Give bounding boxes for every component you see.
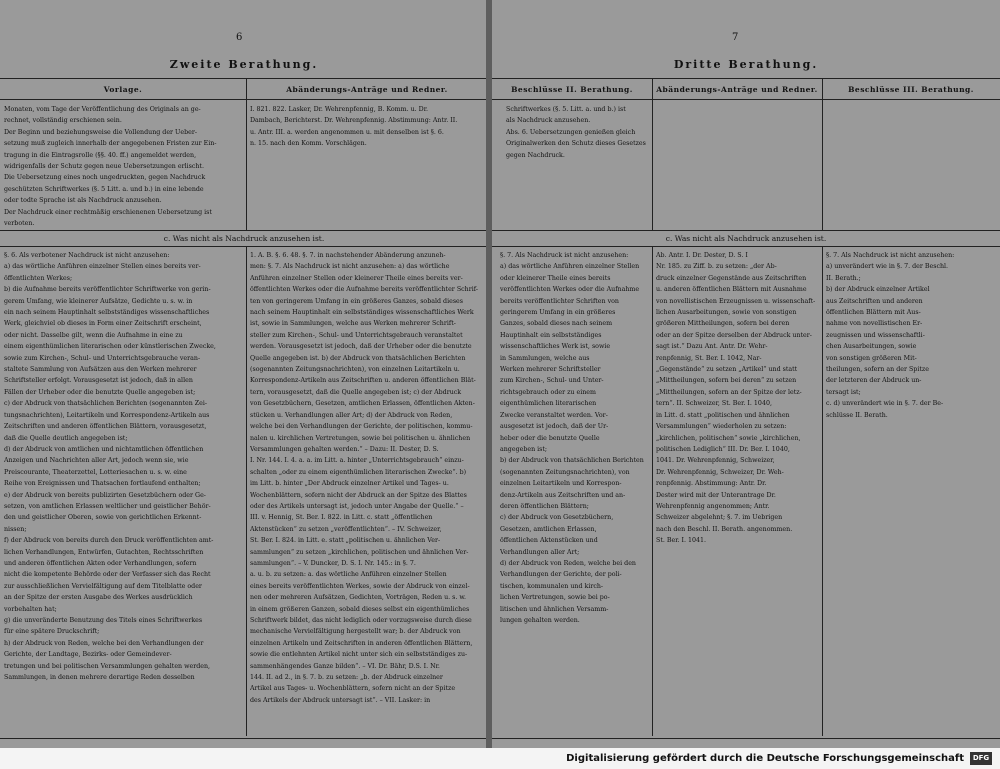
- beschluss-2-text-bottom: §. 7. Als Nachdruck ist nicht anzusehen: a) das wörtliche Anführen einzelner Stellen oder kleinerer Theile eines bereits veröffentlichten Werkes oder die Aufnahme bereits veröffentlichter Schriften von geringerem Umfang in ein größeres Ganzes, sobald dieses nach seinem Hauptinhalt ein selbstständiges wissenschaftliches Werk ist, sowie in Sammlungen, welche aus Werken mehrerer Schriftsteller zum Kirchen-, Schul- und Unter- richtsgebrauch oder zu einem eigenthümlichen literarischen Zwecke veranstaltet werden. Vor- ausgesetzt ist jedoch, daß der Ur- heber oder die benutzte Quelle angegeben ist; b) der Abdruck von thatsächlichen Berichten (sogenannten Zeitungsnachrichten), von einzelnen Leitartikeln und Korrespon- denz-Artikeln aus Zeitschriften und an- deren öffentlichen Blättern; c) der Abdruck von Gesetzbüchern, Gesetzen, amtlichen Erlassen, öffentlichen Aktenstücken und Verhandlungen aller Art; d) der Abdruck von Reden, welche bei den Verhandlungen der Gerichte, der poli- tischen, kommunalen und kirch- lichen Vertretungen, sowie bei po- litischen und ähnlichen Versamm- lungen gehalten werden.: [500, 252, 644, 624]
- divider: [0, 78, 488, 79]
- divider: [0, 99, 488, 100]
- beschluss-3-text-bottom: §. 7. Als Nachdruck ist nicht anzusehen: a) unverändert wie in §. 7. der Beschl. II. Berath.; b) der Abdruck einzelner Artikel aus Zeitschriften und anderen öffentlichen Blättern mit Aus- nahme von novellistischen Er- zeugnissen und wissenschaftli- chen Ausarbeitungen, sowie von sonstigen größeren Mit- theilungen, sofern an der Spitze der letzteren der Abdruck un- tersagt ist; c. d) unverändert wie in §. 7. der Be- schlüsse II. Berath.: [826, 252, 955, 419]
- left-page: [0, 0, 488, 748]
- right-page: [492, 0, 1000, 748]
- column-header-beschluss-3: Beschlüsse III. Berathung.: [848, 85, 974, 94]
- section-heading: c. Was nicht als Nachdruck anzusehen ist.: [665, 234, 827, 243]
- column-rule: [822, 246, 823, 736]
- abaenderung-text-bottom: Ab. Antr. I. Dr. Dester, D. S. I Nr. 185. zu Ziff. b. zu setzen: „der Ab- druck einzelner Gegenstände aus Zeitschriften u. anderen öffentlichen Blättern mit Ausnahme von novellistischen Erzeugnissen u. wissenschaft- lichen Ausarbeitungen, sowie von sonstigen größeren Mittheilungen, sofern bei deren oder an der Spitze derselben der Abdruck unter- sagt ist.“ Dazu Ant. Antr. Dr. Wehr- renpfennig, St. Ber. I. 1042, Nar- „Gegenstände“ zu setzen „Artikel“ und statt „Mittheilungen, sofern bei deren“ zu setzen „Mittheilungen, sofern an der Spitze der letz- tern“. II. Schweizer, St. Ber. I. 1040, in Litt. d. statt „politischen und ähnlichen Versammlungen“ wiederholen zu setzen: „kirchlichen, politischen“ sowie „kirchlichen, politischen Lediglich“ III. Dr. Ber. I. 1040, 1041. Dr. Wehrenpfennig, Schweizer, Dr. Wehrenpfennig, Schweizer, Dr. Weh- renpfennig. Abstimmung: Antr. Dr. Dester wird mit der Unterantrage Dr. Wehrenpfennig angenommen; Antr. Schweizer abgelehnt; §. 7. im Uebrigen nach den Beschl. II. Berath. angenommen. St. Ber. I. 1041.: [656, 252, 816, 545]
- page-number: 7: [732, 32, 739, 43]
- column-header-beschluss-2: Beschlüsse II. Berathung.: [511, 85, 633, 94]
- funding-notice: Digitalisierung gefördert durch die Deutsche Forschungsgemeinschaft: [566, 753, 964, 764]
- page-heading: Dritte Berathung.: [673, 58, 819, 71]
- column-rule: [246, 78, 247, 230]
- column-rule: [246, 246, 247, 736]
- divider: [492, 78, 1000, 79]
- abaenderung-text-bottom: 1. A. B. §. 6. 48. §. 7. in nachstehender Abänderung anzuneh- men: §. 7. Als Nachdruck ist nicht anzusehen: a) das wörtliche Anführen einzelner Stellen oder kleinerer Theile eines bereits ver- öffentlichten Werkes oder die Aufnahme bereits veröffentlichter Schrif- ten von geringerem Umfang in ein größeres Ganzes, sobald dieses nach seinem Hauptinhalt ein selbstständiges wissenschaftliches Werk ist, sowie in Sammlungen, welche aus Werken mehrerer Schrift- steller zum Kirchen-, Schul- und Unterrichtsgebrauch veranstaltet werden. Vorausgesetzt ist jedoch, daß der Urheber oder die benutzte Quelle angegeben ist. b) der Abdruck von thatsächlichen Berichten (sogenannten Zeitungsnachrichten), von einzelnen Leitartikeln u. Korrespondenz-Artikeln aus Zeitschriften u. anderen öffentlichen Blät- tern, vorausgesetzt, daß die Quelle angegeben ist; c) der Abdruck von Gesetzbüchern, Gesetzen, amtlichen Erlassen, öffentlichen Akten- stücken u. Verhandlungen aller Art; d) der Abdruck von Reden, welche bei den Verhandlungen der Gerichte, der politischen, kommu- nalen u. kirchlichen Vertretungen, sowie bei politischen u. ähnlichen Versammlungen gehalten werden.“ – Dazu: II. Dester, D. S. I. Nr. 144. I. 4. a. a. im Litt. a. hinter „Unterrichtsgebrauch“ einzu- schalten „oder zu einem eigenthümlichen literarischen Zwecke“. b) im Litt. b. hinter „Der Abdruck einzelner Artikel und Tages- u. Wochenblättern, sofern nicht der Abdruck an der Spitze des Blattes oder des Artikels untersagt ist, jedoch unter Angabe der Quelle.“ – III. v. Hennig, St. Ber. I. 822. in Litt. c. statt „öffentlichen Aktenstücken“ zu setzen „veröffentlichten“. – IV. Schweizer, St. Ber. I. 824. in Litt. e. statt „politischen u. ähnlichen Ver- sammlungen“ zu setzen „kirchlichen, politischen und ähnlichen Ver- sammlungen“. – V. Duncker, D. S. I. Nr. 145.: in §. 7. a. u. b. zu setzen: a. das wörtliche Anführen einzelner Stellen eines bereits veröffentlichten Werkes, sowie der Abdruck von einzel- nen oder mehreren Aufsätzen, Gedichten, Vorträgen, Reden u. s. w. in einem größeren Ganzen, sobald dieses selbst ein eigenthümliches Schriftwerk bildet, das nicht lediglich oder vorzugsweise durch diese mechanische Vervielfältigung hergestellt war; b. der Abdruck von einzelnen Artikeln und Zeitschriften in anderen öffentlichen Blättern, sowie die entlehnten Artikel nicht unter sich ein selbstständiges zu- sammenhängendes Ganze bilden“. – VI. Dr. Bähr, D.S. I. Nr. 144. II. ad 2., in §. 7. b. zu setzen: „b. der Abdruck einzelner Artikel aus Tages- u. Wochenblättern, sofern nicht an der Spitze des Artikels der Abdruck untersagt ist“. – VII. Lasker: in: [250, 252, 478, 704]
- abaenderung-text-top: I. 821. 822. Lasker, Dr. Wehrenpfennig, B. Komm. u. Dr. Dambach, Berichterst. Dr. Wehrenpfennig. Abstimmung: Antr. II. u. Antr. III. a. werden angenommen u. mit denselben ist §. 6. n. 15. nach den Komm. Vorschlägen.: [250, 106, 458, 148]
- divider: [492, 738, 1000, 739]
- divider: [0, 738, 488, 739]
- page-heading: Zweite Berathung.: [169, 58, 319, 71]
- footer-bar: [0, 748, 1000, 769]
- divider: [0, 230, 488, 231]
- divider: [492, 230, 1000, 231]
- column-rule: [822, 78, 823, 230]
- divider: [492, 246, 1000, 247]
- beschluss-2-text-top: Schriftwerkes (§. 5. Litt. a. und b.) ist als Nachdruck anzusehen. Abs. 6. Uebersetzungen genießen gleich Originalwerken den Schutz dieses Gesetzes gegen Nachdruck.: [506, 106, 646, 159]
- column-header-vorlage: Vorlage.: [103, 85, 143, 94]
- column-rule: [652, 246, 653, 736]
- page-number: 6: [236, 32, 243, 43]
- column-header-abaenderung: Abänderungs-Anträge und Redner.: [286, 85, 448, 94]
- vorlage-text-bottom: §. 6. Als verbotener Nachdruck ist nicht anzusehen: a) das wörtliche Anführen einzelner Stellen eines bereits ver- öffentlichten Werkes; b) die Aufnahme bereits veröffentlichter Schriftwerke von gerin- gerem Umfang, wie kleinerer Aufsätze, Gedichte u. s. w. in ein nach seinem Hauptinhalt selbstständiges wissenschaftliches Werk, gleichviel ob dieses in Form einer Zeitschrift erscheint, oder nicht. Dasselbe gilt, wenn die Aufnahme in eine zu einem eigenthümlichen literarischen oder künstlerischen Zwecke, sowie zum Kirchen-, Schul- und Unterrichtsgebrauche veran- staltete Sammlung von Aufsätzen aus den Werken mehrerer Schriftsteller erfolgt. Vorausgesetzt ist jedoch, daß in allen Fällen der Urheber oder die benutzte Quelle angegeben ist; c) der Abdruck von thatsächlichen Berichten (sogenannten Zei- tungsnachrichten), Leitartikeln und Korrespondenz-Artikeln aus Zeitschriften und anderen öffentlichen Blättern, vorausgesetzt, daß die Quelle deutlich angegeben ist; d) der Abdruck von amtlichen und nichtamtlichen öffentlichen Anzeigen und Nachrichten aller Art, jedoch wenn sie, wie Preiscourante, Theaterzettel, Lotteriesachen u. s. w. eine Reihe von Ereignissen und Thatsachen fortlaufend enthalten; e) der Abdruck von bereits publizirten Gesetzbüchern oder Ge- setzen, von amtlichen Erlassen weltlicher und geistlicher Behör- den und geistlicher Oberen, sowie von gerichtlichen Erkennt- nissen; f) der Abdruck von bereits durch den Druck veröffentlichten amt- lichen Verhandlungen, Entwürfen, Gutachten, Rechtsschriften und anderen öffentlichen Akten oder Verhandlungen, sofern nicht die kompetente Behörde oder der Verfasser sich das Recht zur ausschließlichen Vervielfältigung auf dem Titelblatte oder an der Spitze der ersten Ausgabe des Werkes ausdrücklich vorbehalten hat; g) die unveränderte Benutzung des Titels eines Schriftwerkes für eine spätere Druckschrift; h) der Abdruck von Reden, welche bei den Verhandlungen der Gerichte, der Landtage, Bezirks- oder Gemeindever- tretungen und bei politischen Versammlungen gehalten werden, Sammlungen, in denen mehrere derartige Reden desselben: [4, 252, 216, 682]
- dfg-logo-icon: DFG: [970, 752, 992, 765]
- column-rule: [652, 78, 653, 230]
- column-header-abaenderung: Abänderungs-Anträge und Redner.: [656, 85, 818, 94]
- divider: [0, 246, 488, 247]
- section-heading: c. Was nicht als Nachdruck anzusehen ist.: [163, 234, 325, 243]
- divider: [492, 99, 1000, 100]
- vorlage-text-top: Monaten, vom Tage der Veröffentlichung des Originals an ge- rechnet, vollständig erschienen sein. Der Beginn und beziehungsweise die Vollendung der Ueber- setzung muß zugleich innerhalb der angegebenen Fristen zur Ein- tragung in die Eintragsrolle (§§. 40. ff.) angemeldet werden, widrigenfalls der Schutz gegen neue Uebersetzungen erlischt. Die Uebersetzung eines noch ungedruckten, gegen Nachdruck geschützten Schriftwerkes (§. 5 Litt. a. und b.) in eine lebende oder todte Sprache ist als Nachdruck anzusehen. Der Nachdruck einer rechtmäßig erschienenen Uebersetzung ist verboten.: [4, 106, 217, 228]
